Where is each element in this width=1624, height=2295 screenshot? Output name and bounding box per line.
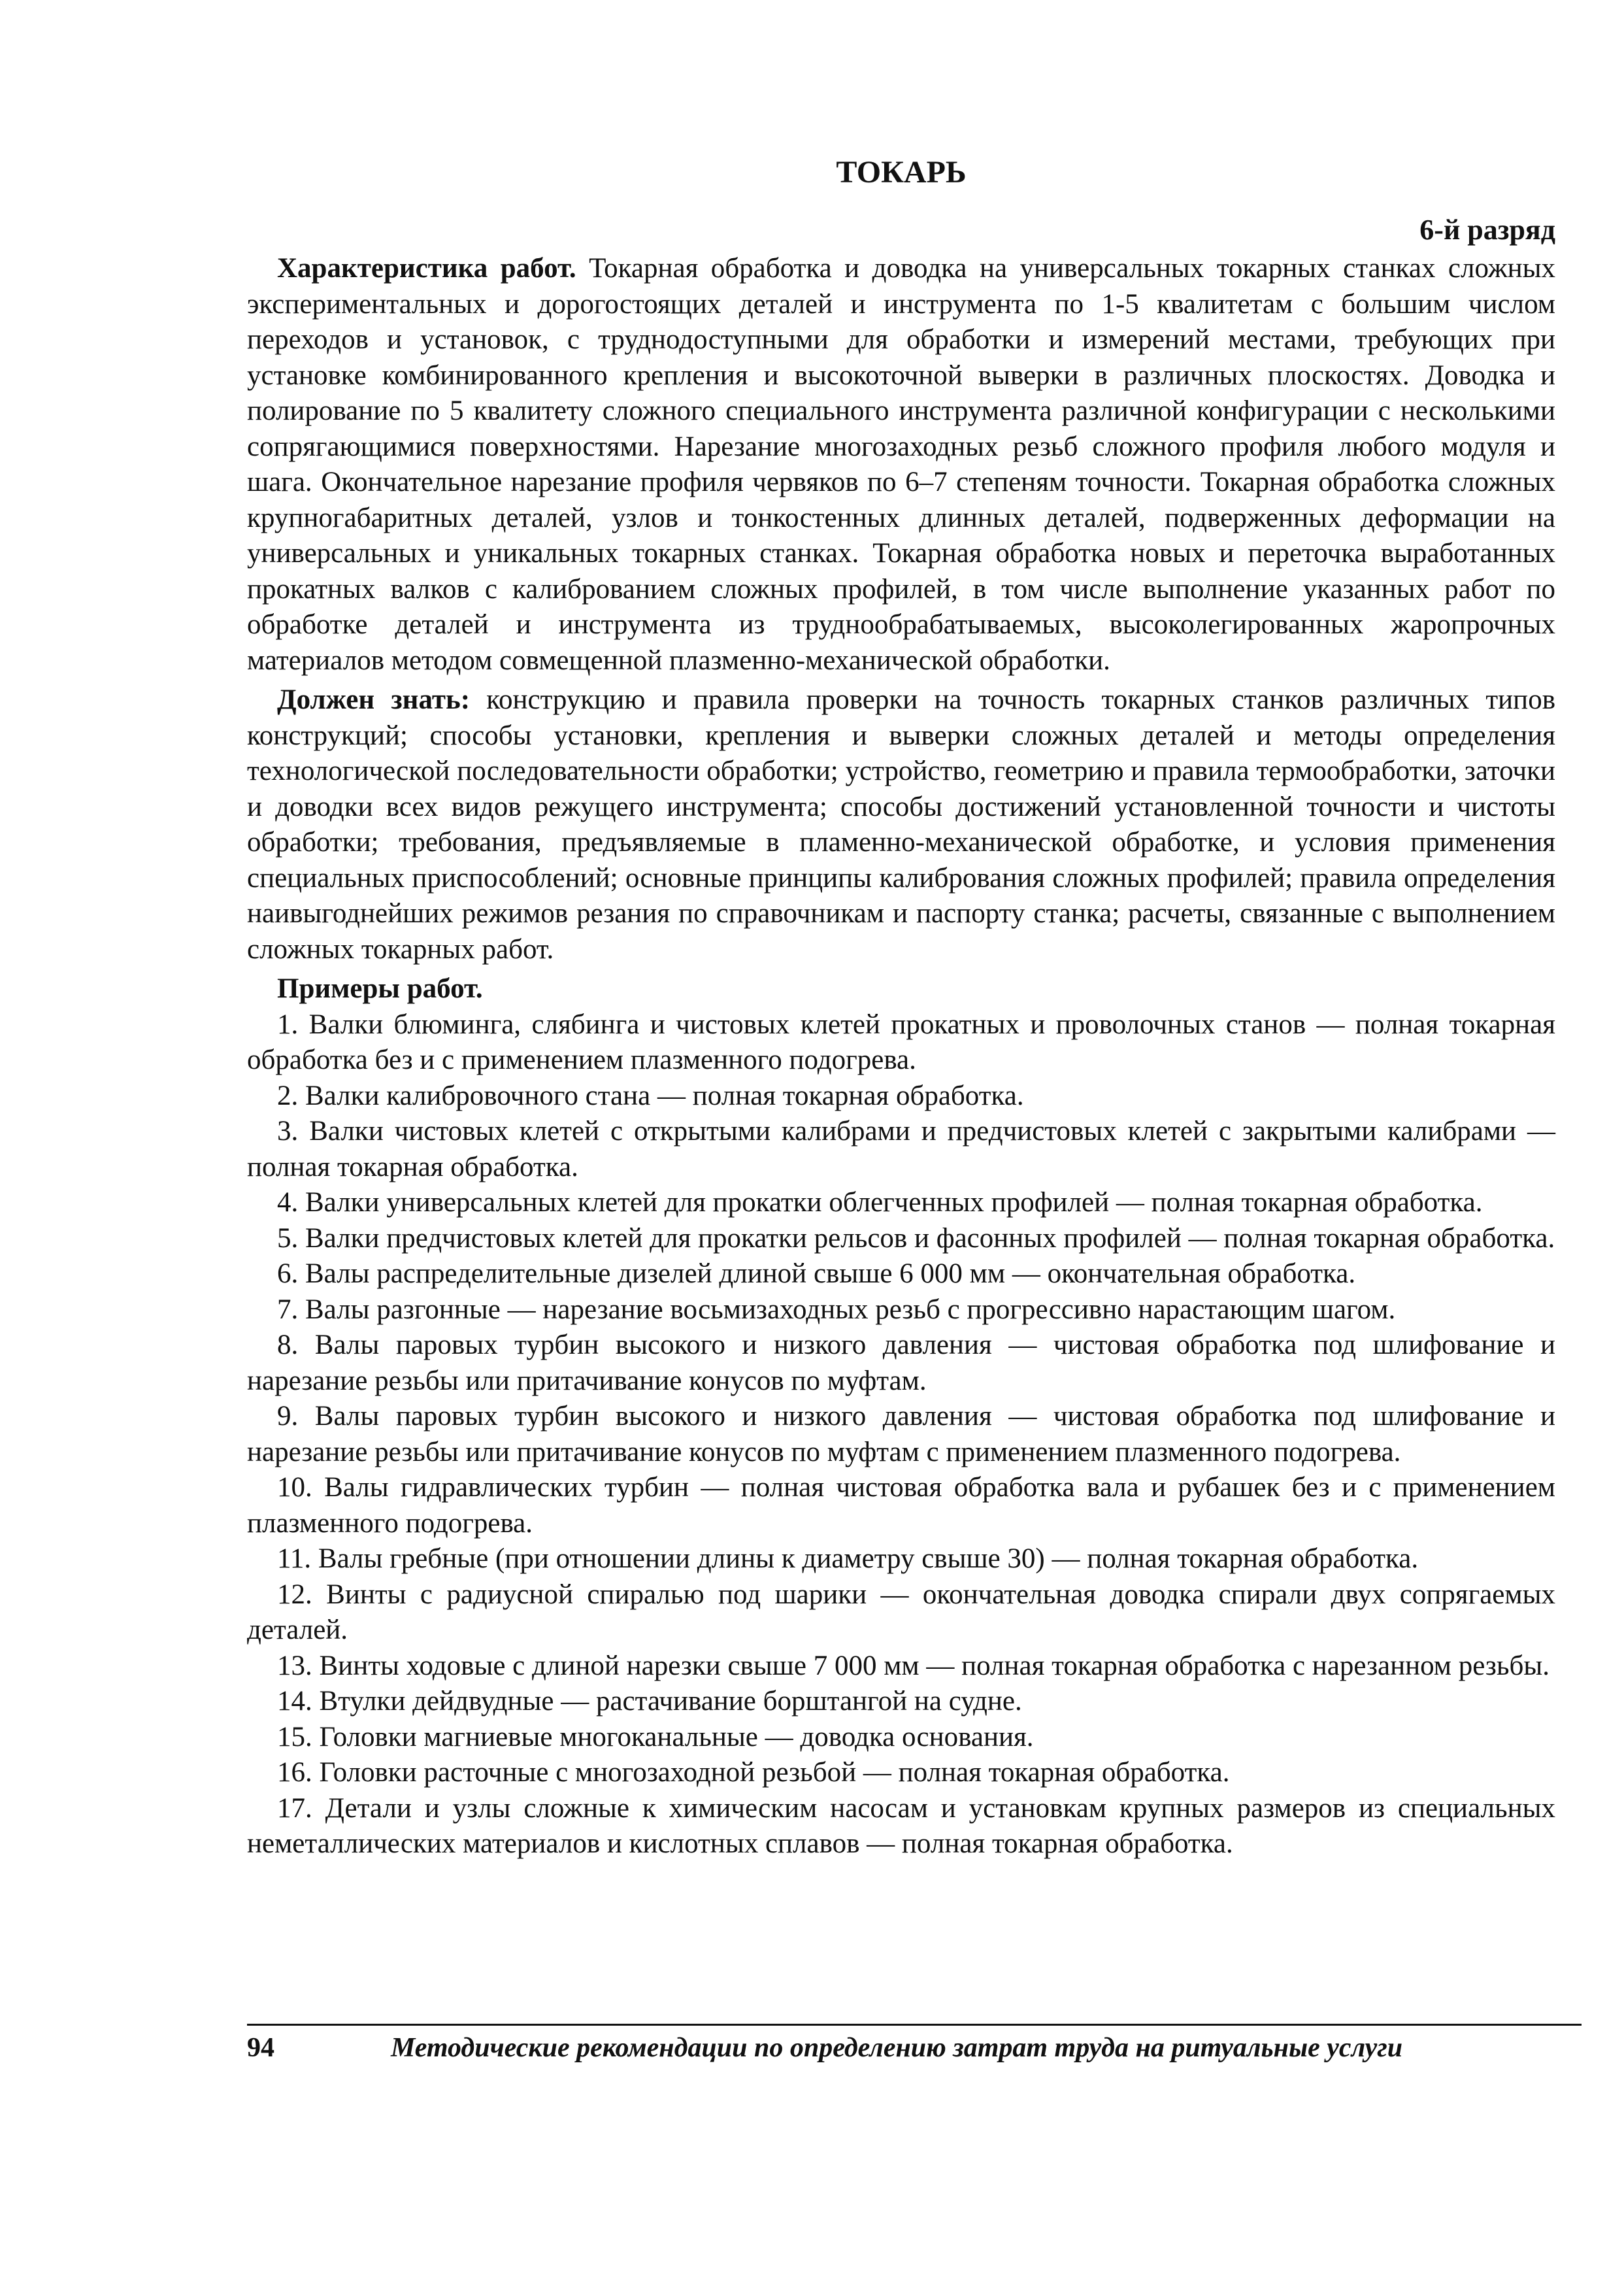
example-item: 14. Втулки дейдвудные — растачивание борштангой на судне. <box>277 1686 1022 1717</box>
page-footer <box>247 2024 1582 2065</box>
example-item: 15. Головки магниевые многоканальные — доводка основания. <box>277 1721 1034 1752</box>
example-item: 17. Детали и узлы сложные к химическим насосам и установкам крупных размеров из специальных неметаллических материалов и кислотных сплавов — полная токарная обработка. <box>247 1792 1555 1859</box>
example-item: 2. Валки калибровочного стана — полная токарная обработка. <box>277 1080 1024 1111</box>
examples-heading: Примеры работ. <box>277 973 483 1004</box>
example-item: 3. Валки чистовых клетей с открытыми калибрами и предчистовых клетей с закрытыми калибрами — полная токарная обработка. <box>247 1116 1555 1182</box>
example-item: 4. Валки универсальных клетей для прокатки облегченных профилей — полная токарная обработка. <box>277 1187 1483 1218</box>
footer-row <box>247 2031 1582 2065</box>
page-content <box>247 154 1555 1862</box>
example-item: 1. Валки блюминга, слябинга и чистовых клетей прокатных и проволочных станов — полная токарная обработка без и с применением плазменного подогрева. <box>247 1009 1555 1075</box>
example-item: 9. Валы паровых турбин высокого и низкого давления — чистовая обработка под шлифование и нарезание резьбы или притачивание конусов по муфтам с применением плазменного подогрева. <box>247 1401 1555 1467</box>
example-item: 13. Винты ходовые с длиной нарезки свыше 7 000 мм — полная токарная обработка с нарезанном резьбы. <box>277 1650 1549 1681</box>
characteristics-text: Токарная обработка и доводка на универсальных токарных станках сложных экспериментальных и дорогостоящих деталей и инструмента по 1-5 квалитетам с большим числом переходов и установок, с труднодоступными для обработки и измерений местами, требующих при установке комбинированного крепления и высокоточной выверки в различных плоскостях. Доводка и полирование по 5 квалитету сложного специального инструмента различной конфигурации с несколькими сопрягающимися поверхностями. Нарезание многозаходных резьб сложного профиля любого модуля и шага. Окончательное нарезание профиля червяков по 6–7 степеням точности. Токарная обработка сложных крупногабаритных деталей, узлов и тонкостенных длинных деталей, подверженных деформации на универсальных и уникальных токарных станках. Токарная обработка новых и переточка выработанных прокатных валков с калиброванием сложных профилей, в том числе выполнение указанных работ по обработке деталей и инструмента из труднообрабатываемых, высоколегированных жаропрочных материалов методом совмещенной плазменно-механической обработки. <box>247 253 1555 676</box>
examples-list <box>247 1007 1555 1862</box>
page-number: 94 <box>247 2033 274 2063</box>
example-item: 16. Головки расточные с многозаходной резьбой — полная токарная обработка. <box>277 1757 1230 1788</box>
running-title: Методические рекомендации по определению затрат труда на ритуальные услуги <box>391 2033 1403 2063</box>
knowledge-paragraph <box>247 682 1555 967</box>
knowledge-label: Должен знать: <box>277 684 471 715</box>
characteristics-label: Характеристика работ. <box>277 253 576 284</box>
example-item: 8. Валы паровых турбин высокого и низкого давления — чистовая обработка под шлифование и нарезание резьбы или притачивание конусов по муфтам. <box>247 1330 1555 1396</box>
example-item: 7. Валы разгонные — нарезание восьмизаходных резьб с прогрессивно нарастающим шагом. <box>277 1294 1396 1325</box>
knowledge-text: конструкцию и правила проверки на точность токарных станков различных типов конструкций; способы установки, крепления и выверки сложных деталей и методы определения технологической последовательности обработки; устройство, геометрию и правила термообработки, заточки и доводки всех видов режущего инструмента; способы достижений установленной точности и чистоты обработки; требования, предъявляемые в пламенно-механической обработке, и условия применения специальных приспособлений; основные принципы калибрования сложных профилей; правила определения наивыгоднейших режимов резания по справочникам и паспорту станка; расчеты, связанные с выполнением сложных токарных работ. <box>247 684 1555 965</box>
example-item: 11. Валы гребные (при отношении длины к диаметру свыше 30) — полная токарная обработка. <box>277 1543 1419 1574</box>
document-title: ТОКАРЬ <box>836 155 967 190</box>
characteristics-paragraph <box>247 251 1555 678</box>
footer-divider <box>247 2024 1582 2026</box>
example-item: 10. Валы гидравлических турбин — полная чистовая обработка вала и рубашек без и с применением плазменного подогрева. <box>247 1472 1555 1539</box>
grade-label: 6-й разряд <box>1419 214 1555 246</box>
example-item: 5. Валки предчистовых клетей для прокатки рельсов и фасонных профилей — полная токарная обработка. <box>277 1222 1555 1254</box>
example-item: 6. Валы распределительные дизелей длиной свыше 6 000 мм — окончательная обработка. <box>277 1258 1356 1289</box>
example-item: 12. Винты с радиусной спиралью под шарики — окончательная доводка спирали двух сопрягаемых деталей. <box>247 1579 1555 1645</box>
